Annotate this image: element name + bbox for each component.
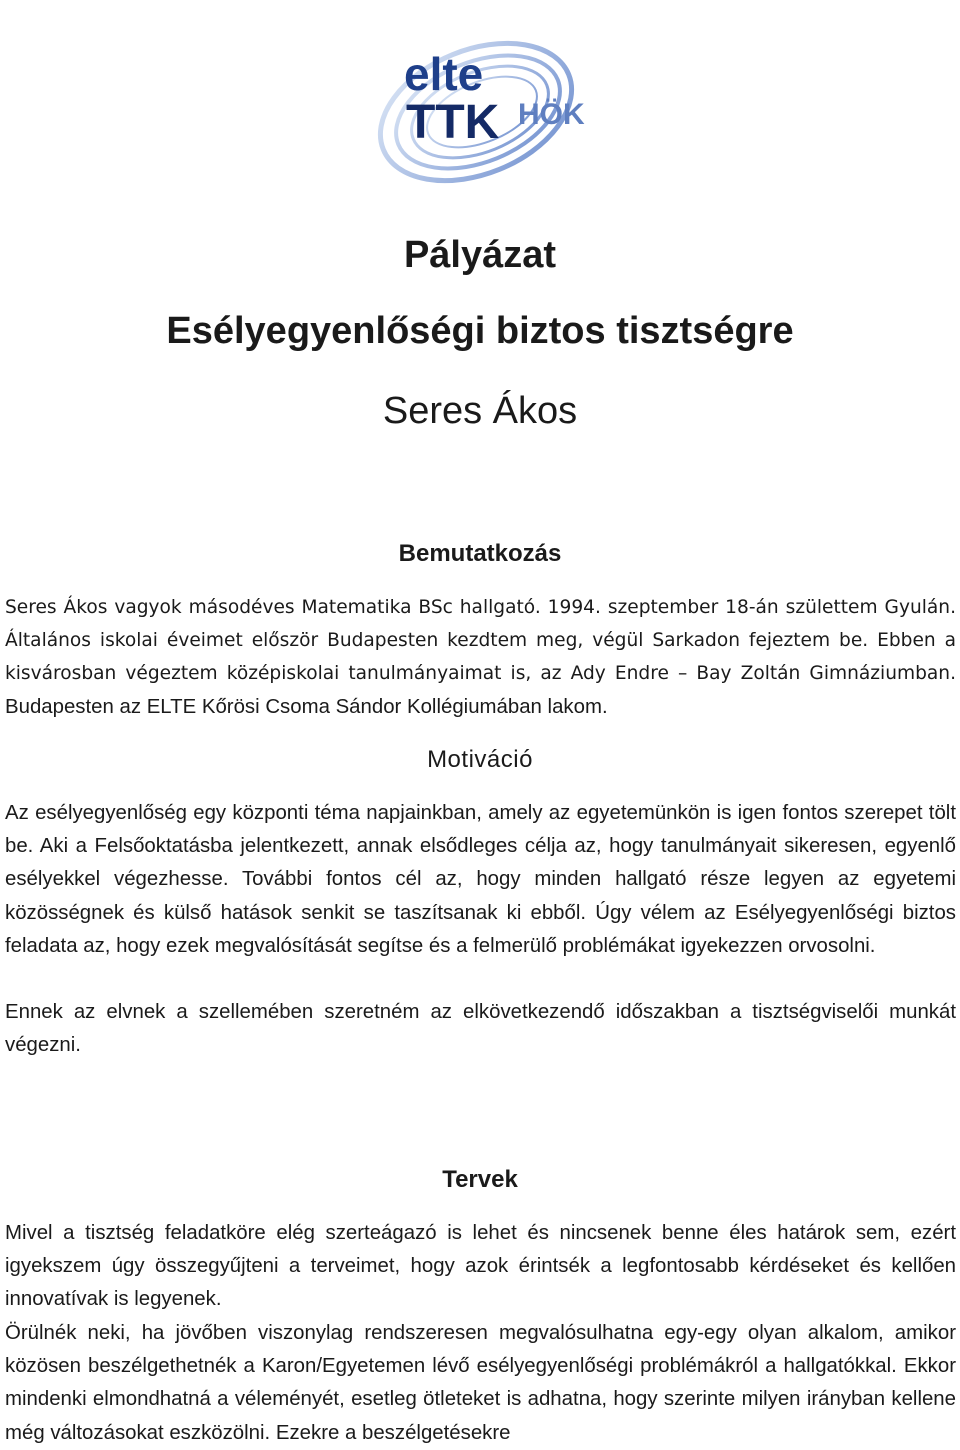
motivation-paragraph-2: Ennek az elvnek a szellemében szeretném az elkövetkezendő időszakban a tisztségviselői munkát végezni. bbox=[5, 1001, 956, 1057]
elte-ttk-hok-logo bbox=[366, 40, 598, 190]
section-heading-motivation: Motiváció bbox=[427, 746, 533, 773]
document-subtitle: Esélyegyenlőségi biztos tisztségre bbox=[166, 310, 794, 352]
plans-paragraph-1: Mivel a tisztség feladatköre elég szerteágazó is lehet és nincsenek benne éles határok sem, ezért igyekszem úgy összegyűjteni a terveimet, hogy azok érintsék a legfontosabb kérdéseket és kellően innovatívak is legyenek. bbox=[5, 1222, 956, 1311]
logo-elte-text: elte bbox=[404, 48, 484, 100]
section-heading-plans: Tervek bbox=[442, 1166, 518, 1193]
intro-text-tail: Budapesten az ELTE Kőrösi Csoma Sándor Kollégiumában lakom. bbox=[5, 695, 608, 718]
logo-hok-text: HÖK bbox=[518, 98, 585, 131]
logo-ttk-text: TTK bbox=[406, 96, 500, 149]
section-heading-intro: Bemutatkozás bbox=[398, 540, 562, 567]
document-title: Pályázat bbox=[403, 234, 557, 276]
motivation-paragraph-1: Az esélyegyenlőség egy központi téma napjainkban, amely az egyetemünkön is igen fontos szerepet tölt be. Aki a Felsőoktatásba jelentkezett, annak elsődleges célja az, hogy tanulmányait sikeresen, egyenlő esélyekkel végezhesse. További fontos cél az, hogy minden hallgató része legyen az egyetemi közösségnek és külső hatások senkit se taszítsanak ki ebből. Úgy vélem az Esélyegyenlőségi biztos feladata az, hogy ezek megvalósítását segítse és a felmerülő problémákat igyekezzen orvosolni. bbox=[5, 802, 956, 957]
intro-text: Seres Ákos vagyok másodéves Matematika BSc hallgató. 1994. szeptember 18-án születtem Gyulán. Általános iskolai éveimet először Budapesten kezdtem meg, végül Sarkadon fejeztem be. Ebben a kisvárosban végeztem középiskolai tanulmányaimat is, az Ady Endre – Bay Zoltán Gimnáziumban. bbox=[5, 597, 956, 685]
plans-paragraph-2: Örülnék neki, ha jövőben viszonylag rendszeresen megvalósulhatna egy-egy olyan alkalom, amikor közösen beszélgethetnék a Karon/Egyetemen lévő esélyegyenlőségi problémákról a hallgatókkal. Ekkor mindenki elmondhatná a véleményét, esetleg ötleteket is adhatna, hogy szerinte milyen irányban kellene még változásokat eszközölni. Ezekre a beszélgetésekre bbox=[5, 1322, 956, 1444]
intro-paragraph bbox=[5, 591, 956, 724]
author-name: Seres Ákos bbox=[382, 390, 578, 432]
